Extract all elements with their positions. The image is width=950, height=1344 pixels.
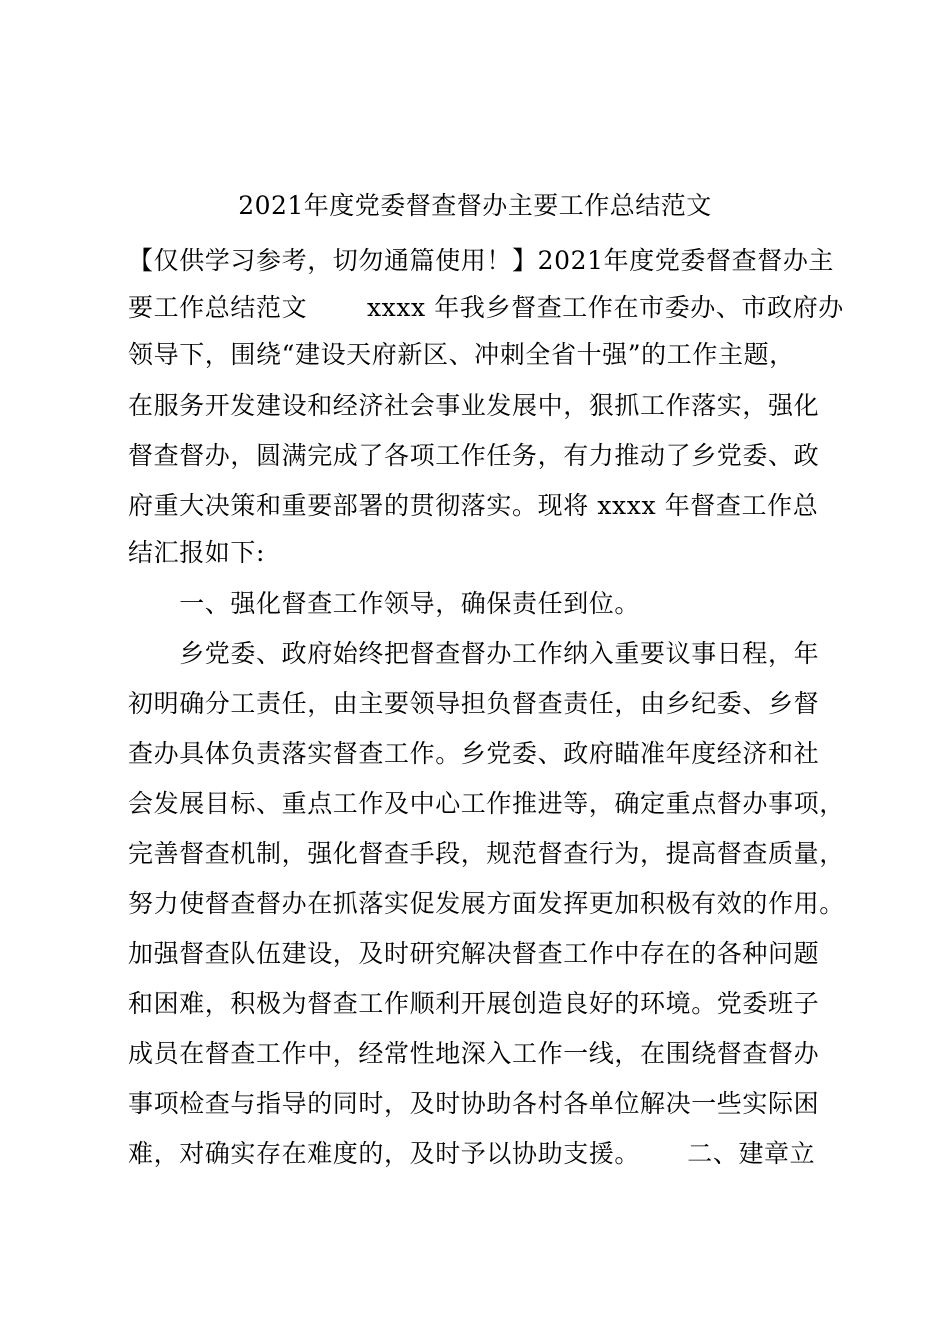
- text-line-1: 【仅供学习参考，切勿通篇使用！】2021年度党委督查督办主: [128, 246, 835, 275]
- text-line-11: 查办具体负责落实督查工作。乡党委、政府瞄准年度经济和社: [128, 739, 820, 768]
- text-line-9: 乡党委、政府始终把督查督办工作纳入重要议事日程，年: [128, 639, 820, 668]
- text-line-7: 结汇报如下:: [128, 538, 266, 567]
- text-line-14: 努力使督查督办在抓落实促发展方面发挥更加积极有效的作用。: [128, 889, 845, 918]
- text-line-5: 督查督办，圆满完成了各项工作任务，有力推动了乡党委、政: [128, 441, 820, 470]
- document-title: 2021年度党委督查督办主要工作总结范文: [238, 191, 712, 220]
- text-line-13: 完善督查机制，强化督查手段，规范督查行为，提高督查质量，: [128, 839, 845, 868]
- text-line-19: 难，对确实存在难度的，及时予以协助支援。 二、建章立: [128, 1139, 816, 1168]
- text-line-2: 要工作总结范文 xxxx 年我乡督查工作在市委办、市政府办: [128, 293, 844, 322]
- text-line-17: 成员在督查工作中，经常性地深入工作一线，在围绕督查督办: [128, 1039, 820, 1068]
- text-line-10: 初明确分工责任，由主要领导担负督查责任，由乡纪委、乡督: [128, 689, 820, 718]
- text-line-4: 在服务开发建设和经济社会事业发展中，狠抓工作落实，强化: [128, 391, 820, 420]
- section-heading-1: 一、强化督查工作领导，确保责任到位。: [128, 589, 641, 618]
- text-line-16: 和困难，积极为督查工作顺利开展创造良好的环境。党委班子: [128, 989, 820, 1018]
- text-line-18: 事项检查与指导的同时，及时协助各村各单位解决一些实际困: [128, 1089, 820, 1118]
- text-line-12: 会发展目标、重点工作及中心工作推进等，确定重点督办事项，: [128, 789, 845, 818]
- text-line-3: 领导下，围绕“建设天府新区、冲刺全省十强”的工作主题，: [128, 340, 795, 369]
- text-line-6: 府重大决策和重要部署的贯彻落实。现将 xxxx 年督查工作总: [128, 491, 819, 520]
- text-line-15: 加强督查队伍建设，及时研究解决督查工作中存在的各种问题: [128, 939, 820, 968]
